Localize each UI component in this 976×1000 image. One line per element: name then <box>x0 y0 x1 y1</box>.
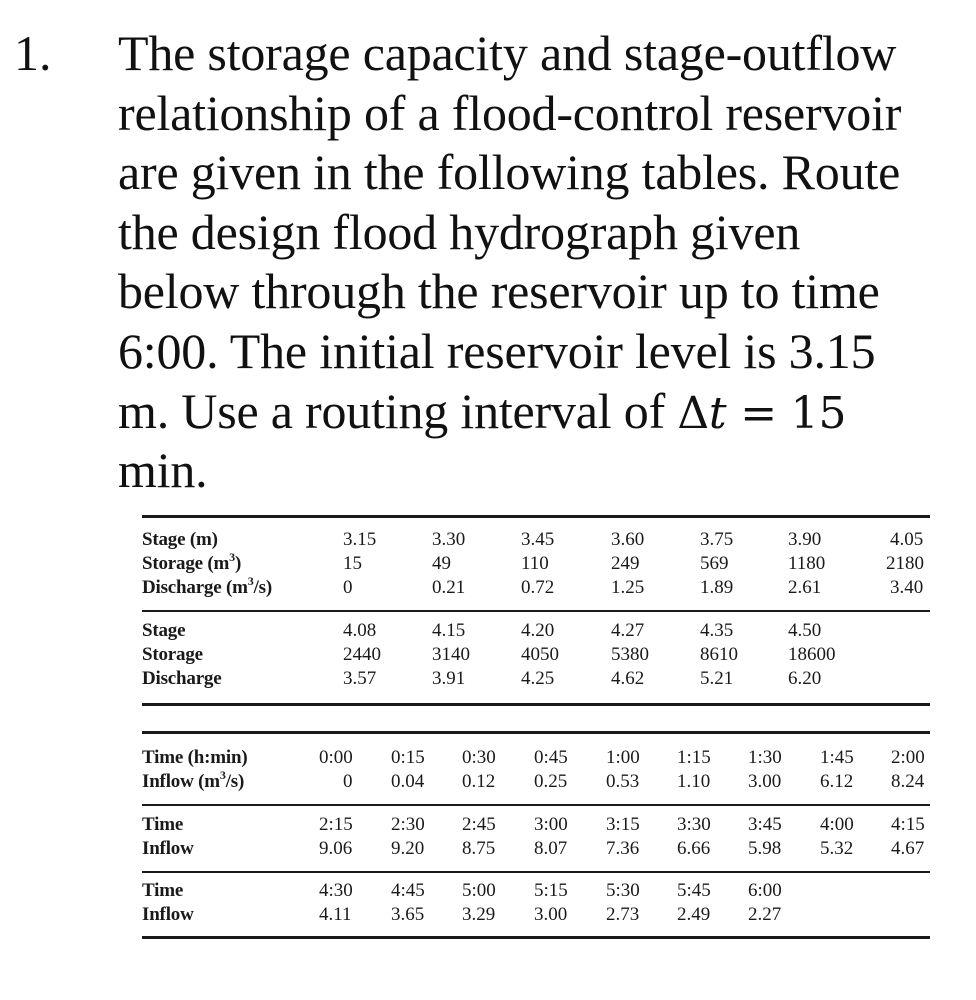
discharge-cell: 0.21 <box>432 577 466 598</box>
inflow-row <box>142 904 930 929</box>
stage-cell: 4.27 <box>611 620 645 641</box>
discharge-label <box>142 574 272 599</box>
stage-cell: 3.45 <box>521 529 555 550</box>
storage-cell: 5380 <box>611 644 649 665</box>
time-cell: 5:45 <box>677 880 711 901</box>
inflow-label: Inflow <box>142 904 194 925</box>
stage-cell: 3.30 <box>432 529 466 550</box>
storage-label <box>142 550 242 575</box>
storage-cell: 18600 <box>788 644 836 665</box>
inflow-cell: 3.00 <box>534 904 568 925</box>
time-cell: 2:00 <box>891 747 925 768</box>
discharge-cell: 3.40 <box>890 577 924 598</box>
storage-cell: 569 <box>700 553 729 574</box>
stage-storage-table <box>142 515 930 710</box>
stage-cell: 4.08 <box>343 620 377 641</box>
inflow-cell: 1.10 <box>677 771 711 792</box>
storage-label: Storage <box>142 644 203 665</box>
discharge-cell: 4.25 <box>521 668 555 689</box>
storage-cell: 4050 <box>521 644 559 665</box>
inflow-label: Inflow <box>142 838 194 859</box>
inflow-cell: 0.12 <box>462 771 496 792</box>
discharge-row <box>142 574 930 602</box>
problem-line: 6:00. The initial reservoir level is 3.15 <box>118 322 876 379</box>
discharge-cell: 5.21 <box>700 668 734 689</box>
discharge-cell: 2.61 <box>788 577 822 598</box>
problem-line: The storage capacity and stage-outflow <box>118 25 897 81</box>
time-cell: 1:00 <box>606 747 640 768</box>
discharge-cell: 3.57 <box>343 668 377 689</box>
time-label: Time <box>142 814 184 835</box>
storage-cell: 249 <box>611 553 640 574</box>
time-cell: 4:00 <box>820 814 854 835</box>
storage-row <box>142 550 930 578</box>
table-section-rule <box>142 610 930 612</box>
stage-cell: 3.90 <box>788 529 822 550</box>
inflow-cell: 5.98 <box>748 838 782 859</box>
table-section-rule <box>142 871 930 873</box>
time-cell: 1:15 <box>677 747 711 768</box>
problem-text <box>118 24 948 501</box>
inflow-cell: 8.75 <box>462 838 496 859</box>
inflow-cell: 0.53 <box>606 771 640 792</box>
delta-symbol: Δ <box>677 387 709 439</box>
problem-line: relationship of a flood-control reservoir <box>118 84 902 141</box>
storage-label-text: Storage (m <box>142 553 230 574</box>
inflow-cell: 3.29 <box>462 904 496 925</box>
discharge-label-text: Discharge (m <box>142 577 248 598</box>
time-cell: 3:00 <box>534 814 568 835</box>
routing-text: m. Use a routing interval of <box>118 382 678 439</box>
inflow-cell: 8.24 <box>891 771 925 792</box>
stage-row <box>142 620 930 645</box>
discharge-label-close: /s) <box>253 577 272 598</box>
inflow-label-text: Inflow (m <box>142 771 220 792</box>
table-bottom-rule <box>142 936 930 939</box>
inflow-cell: 8.07 <box>534 838 568 859</box>
problem-line: are given in the following tables. Route <box>118 144 901 201</box>
stage-label: Stage (m) <box>142 529 218 550</box>
time-cell: 0:30 <box>462 747 496 768</box>
inflow-cell: 2.27 <box>748 904 782 925</box>
inflow-cell: 2.73 <box>606 904 640 925</box>
discharge-label: Discharge <box>142 668 222 689</box>
stage-label: Stage <box>142 620 186 641</box>
inflow-row <box>142 838 930 863</box>
stage-cell: 4.50 <box>788 620 822 641</box>
stage-cell: 4.15 <box>432 620 466 641</box>
storage-cell: 8610 <box>700 644 738 665</box>
time-cell: 5:30 <box>606 880 640 901</box>
inflow-cell: 6.12 <box>820 771 854 792</box>
inflow-hydrograph-table <box>142 731 930 943</box>
stage-cell: 3.15 <box>343 529 377 550</box>
stage-cell: 4.05 <box>890 529 924 550</box>
stage-cell: 3.75 <box>700 529 734 550</box>
stage-cell: 4.35 <box>700 620 734 641</box>
discharge-cell: 3.91 <box>432 668 466 689</box>
inflow-cell: 0 <box>343 771 353 792</box>
time-cell: 5:15 <box>534 880 568 901</box>
inflow-cell: 2.49 <box>677 904 711 925</box>
discharge-cell: 4.62 <box>611 668 645 689</box>
storage-label-close: ) <box>234 553 242 574</box>
time-cell: 3:45 <box>748 814 782 835</box>
time-cell: 0:45 <box>534 747 568 768</box>
inflow-cell: 3.00 <box>748 771 782 792</box>
storage-cell: 15 <box>343 553 362 574</box>
time-label: Time (h:min) <box>142 747 248 768</box>
inflow-label-close: /s) <box>225 771 245 792</box>
time-cell: 2:45 <box>462 814 496 835</box>
time-cell: 3:15 <box>606 814 640 835</box>
cubed-superscript: 3 <box>247 574 254 588</box>
time-cell: 6:00 <box>748 880 782 901</box>
inflow-label <box>142 768 245 793</box>
stage-cell: 3.60 <box>611 529 645 550</box>
storage-cell: 110 <box>521 553 549 574</box>
time-cell: 2:15 <box>319 814 353 835</box>
inflow-cell: 5.32 <box>820 838 854 859</box>
storage-cell: 2180 <box>886 553 924 574</box>
inflow-cell: 9.06 <box>319 838 353 859</box>
discharge-cell: 0 <box>343 577 353 598</box>
storage-cell: 49 <box>432 553 451 574</box>
discharge-cell: 1.25 <box>611 577 645 598</box>
storage-row <box>142 644 930 669</box>
time-cell: 3:30 <box>677 814 711 835</box>
time-cell: 4:15 <box>891 814 925 835</box>
time-cell: 4:45 <box>391 880 425 901</box>
storage-cell: 3140 <box>432 644 470 665</box>
inflow-row <box>142 768 930 796</box>
table-section-rule <box>142 804 930 806</box>
inflow-cell: 4.67 <box>891 838 925 859</box>
table-top-rule <box>142 731 930 734</box>
table-top-rule <box>142 515 930 518</box>
stage-row <box>142 529 930 554</box>
problem-line: below through the reservoir up to time <box>118 263 880 320</box>
delta-t-expression <box>677 388 846 439</box>
time-row <box>142 747 930 772</box>
time-cell: 0:00 <box>319 747 353 768</box>
time-cell: 5:00 <box>462 880 496 901</box>
t-symbol: t <box>708 387 727 439</box>
cubed-superscript: 3 <box>229 550 235 564</box>
time-cell: 1:45 <box>820 747 854 768</box>
table-bottom-rule <box>142 703 930 706</box>
discharge-cell: 0.72 <box>521 577 555 598</box>
problem-line-routing <box>118 382 948 442</box>
inflow-cell: 9.20 <box>391 838 425 859</box>
time-cell: 4:30 <box>319 880 353 901</box>
inflow-cell: 3.65 <box>391 904 425 925</box>
discharge-cell: 1.89 <box>700 577 734 598</box>
equals-sign: = <box>740 387 777 439</box>
inflow-cell: 0.25 <box>534 771 568 792</box>
discharge-row <box>142 668 930 693</box>
inflow-cell: 0.04 <box>391 771 425 792</box>
stage-cell: 4.20 <box>521 620 555 641</box>
problem-number: 1. <box>14 25 52 81</box>
problem-line: min. <box>118 442 208 499</box>
dt-value: 15 <box>790 387 847 439</box>
problem-line: the design flood hydrograph given <box>118 203 801 260</box>
cubed-superscript: 3 <box>219 768 226 782</box>
time-cell: 0:15 <box>391 747 425 768</box>
storage-cell: 2440 <box>343 644 381 665</box>
time-row <box>142 814 930 839</box>
time-row <box>142 880 930 905</box>
time-cell: 2:30 <box>391 814 425 835</box>
storage-cell: 1180 <box>788 553 826 574</box>
inflow-cell: 6.66 <box>677 838 711 859</box>
time-label: Time <box>142 880 184 901</box>
inflow-cell: 7.36 <box>606 838 640 859</box>
discharge-cell: 6.20 <box>788 668 822 689</box>
inflow-cell: 4.11 <box>319 904 352 925</box>
time-cell: 1:30 <box>748 747 782 768</box>
